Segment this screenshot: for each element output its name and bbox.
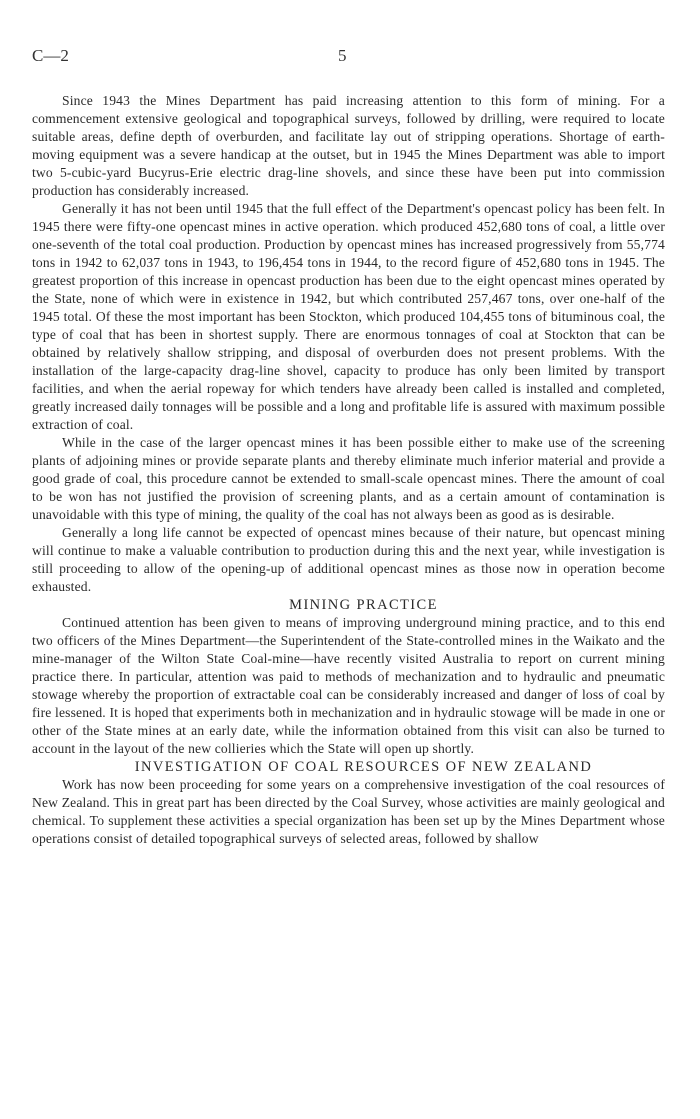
section-opencast-mining	[32, 92, 665, 596]
paragraph: Continued attention has been given to means of improving underground mining practice, and to this end two officers of the Mines Department—the Superintendent of the State-controlled mines in the Waikato and the mine-manager of the Wilton State Coal-mine—have recently visited Australia to report on current mining practice there. In particular, attention was paid to methods of mechanization and to hydraulic and pneumatic stowage whereby the proportion of extractable coal can be considerably increased and danger of loss of coal by fire lessened. It is hoped that experiments both in mechanization and in hydraulic stowage will be made in one or other of the State mines at an early date, while the information obtained from this visit can also be turned to account in the layout of the new collieries which the State will open up shortly.	[32, 615, 665, 756]
page-number: 5	[338, 46, 347, 65]
section-heading: MINING PRACTICE	[289, 597, 438, 613]
paragraph: Since 1943 the Mines Department has paid increasing attention to this form of mining. For a commencement extensive geological and topographical surveys, followed by drilling, were required to locate suitable areas, define depth of overburden, and facilitate lay out of stripping operations. Shortage of earth-moving equipment was a severe handicap at the outset, but in 1945 the Mines Department was able to import two 5-cubic-yard Bucyrus-Erie electric drag-line shovels, and since these have been put into commission production has considerably increased.	[32, 93, 665, 198]
document-body	[32, 92, 665, 848]
paragraph: Work has now been proceeding for some years on a comprehensive investigation of the coal resources of New Zealand. This in great part has been directed by the Coal Survey, whose activities are mainly geological and chemical. To supplement these activities a special organization has been set up by the Mines Department whose operations consist of detailed topographical surveys of selected areas, followed by shallow	[32, 777, 665, 846]
paragraph: Generally it has not been until 1945 that the full effect of the Department's opencast policy has been felt. In 1945 there were fifty-one opencast mines in active operation. which produced 452,680 tons of coal, a little over one-seventh of the total coal production. Production by opencast mines has increased progressively from 55,774 tons in 1942 to 62,037 tons in 1943, to 196,454 tons in 1944, to the record figure of 452,680 tons in 1945. The greatest proportion of this increase in opencast production has been due to the eight opencast mines operated by the State, none of which were in existence in 1942, but which contributed 257,467 tons, over one-half of the 1945 total. Of these the most important has been Stockton, which produced 104,455 tons of bituminous coal, the type of coal that has been in shortest supply. There are enormous tonnages of coal at Stockton that can be obtained by relatively shallow stripping, and disposal of overburden does not present problems. With the installation of the large-capacity drag-line shovel, capacity to produce has only been limited by transport facilities, and when the aerial ropeway for which tenders have already been called is installed and completed, greatly increased daily tonnages will be possible and a long and profitable life is assured with maximum possible extraction of coal.	[32, 201, 665, 432]
paragraph: While in the case of the larger opencast mines it has been possible either to make use of the screening plants of adjoining mines or provide separate plants and thereby eliminate much inferior material and provide a good grade of coal, this procedure cannot be extended to small-scale opencast mines. There the amount of coal to be won has not justified the provision of screening plants, and as a certain amount of contamination is unavoidable with this type of mining, the quality of the coal has not always been as good as is desirable.	[32, 435, 665, 522]
paragraph: Generally a long life cannot be expected of opencast mines because of their nature, but opencast mining will continue to make a valuable contribution to production during this and the next year, while investigation is still proceeding to allow of the opening-up of additional opencast mines as those now in operation become exhausted.	[32, 525, 665, 594]
page-header	[32, 46, 668, 68]
section-mining-practice	[32, 596, 665, 758]
section-heading: INVESTIGATION OF COAL RESOURCES OF NEW ZEALAND	[134, 759, 593, 775]
page-reference: C—2	[32, 46, 69, 65]
section-investigation	[32, 758, 665, 848]
